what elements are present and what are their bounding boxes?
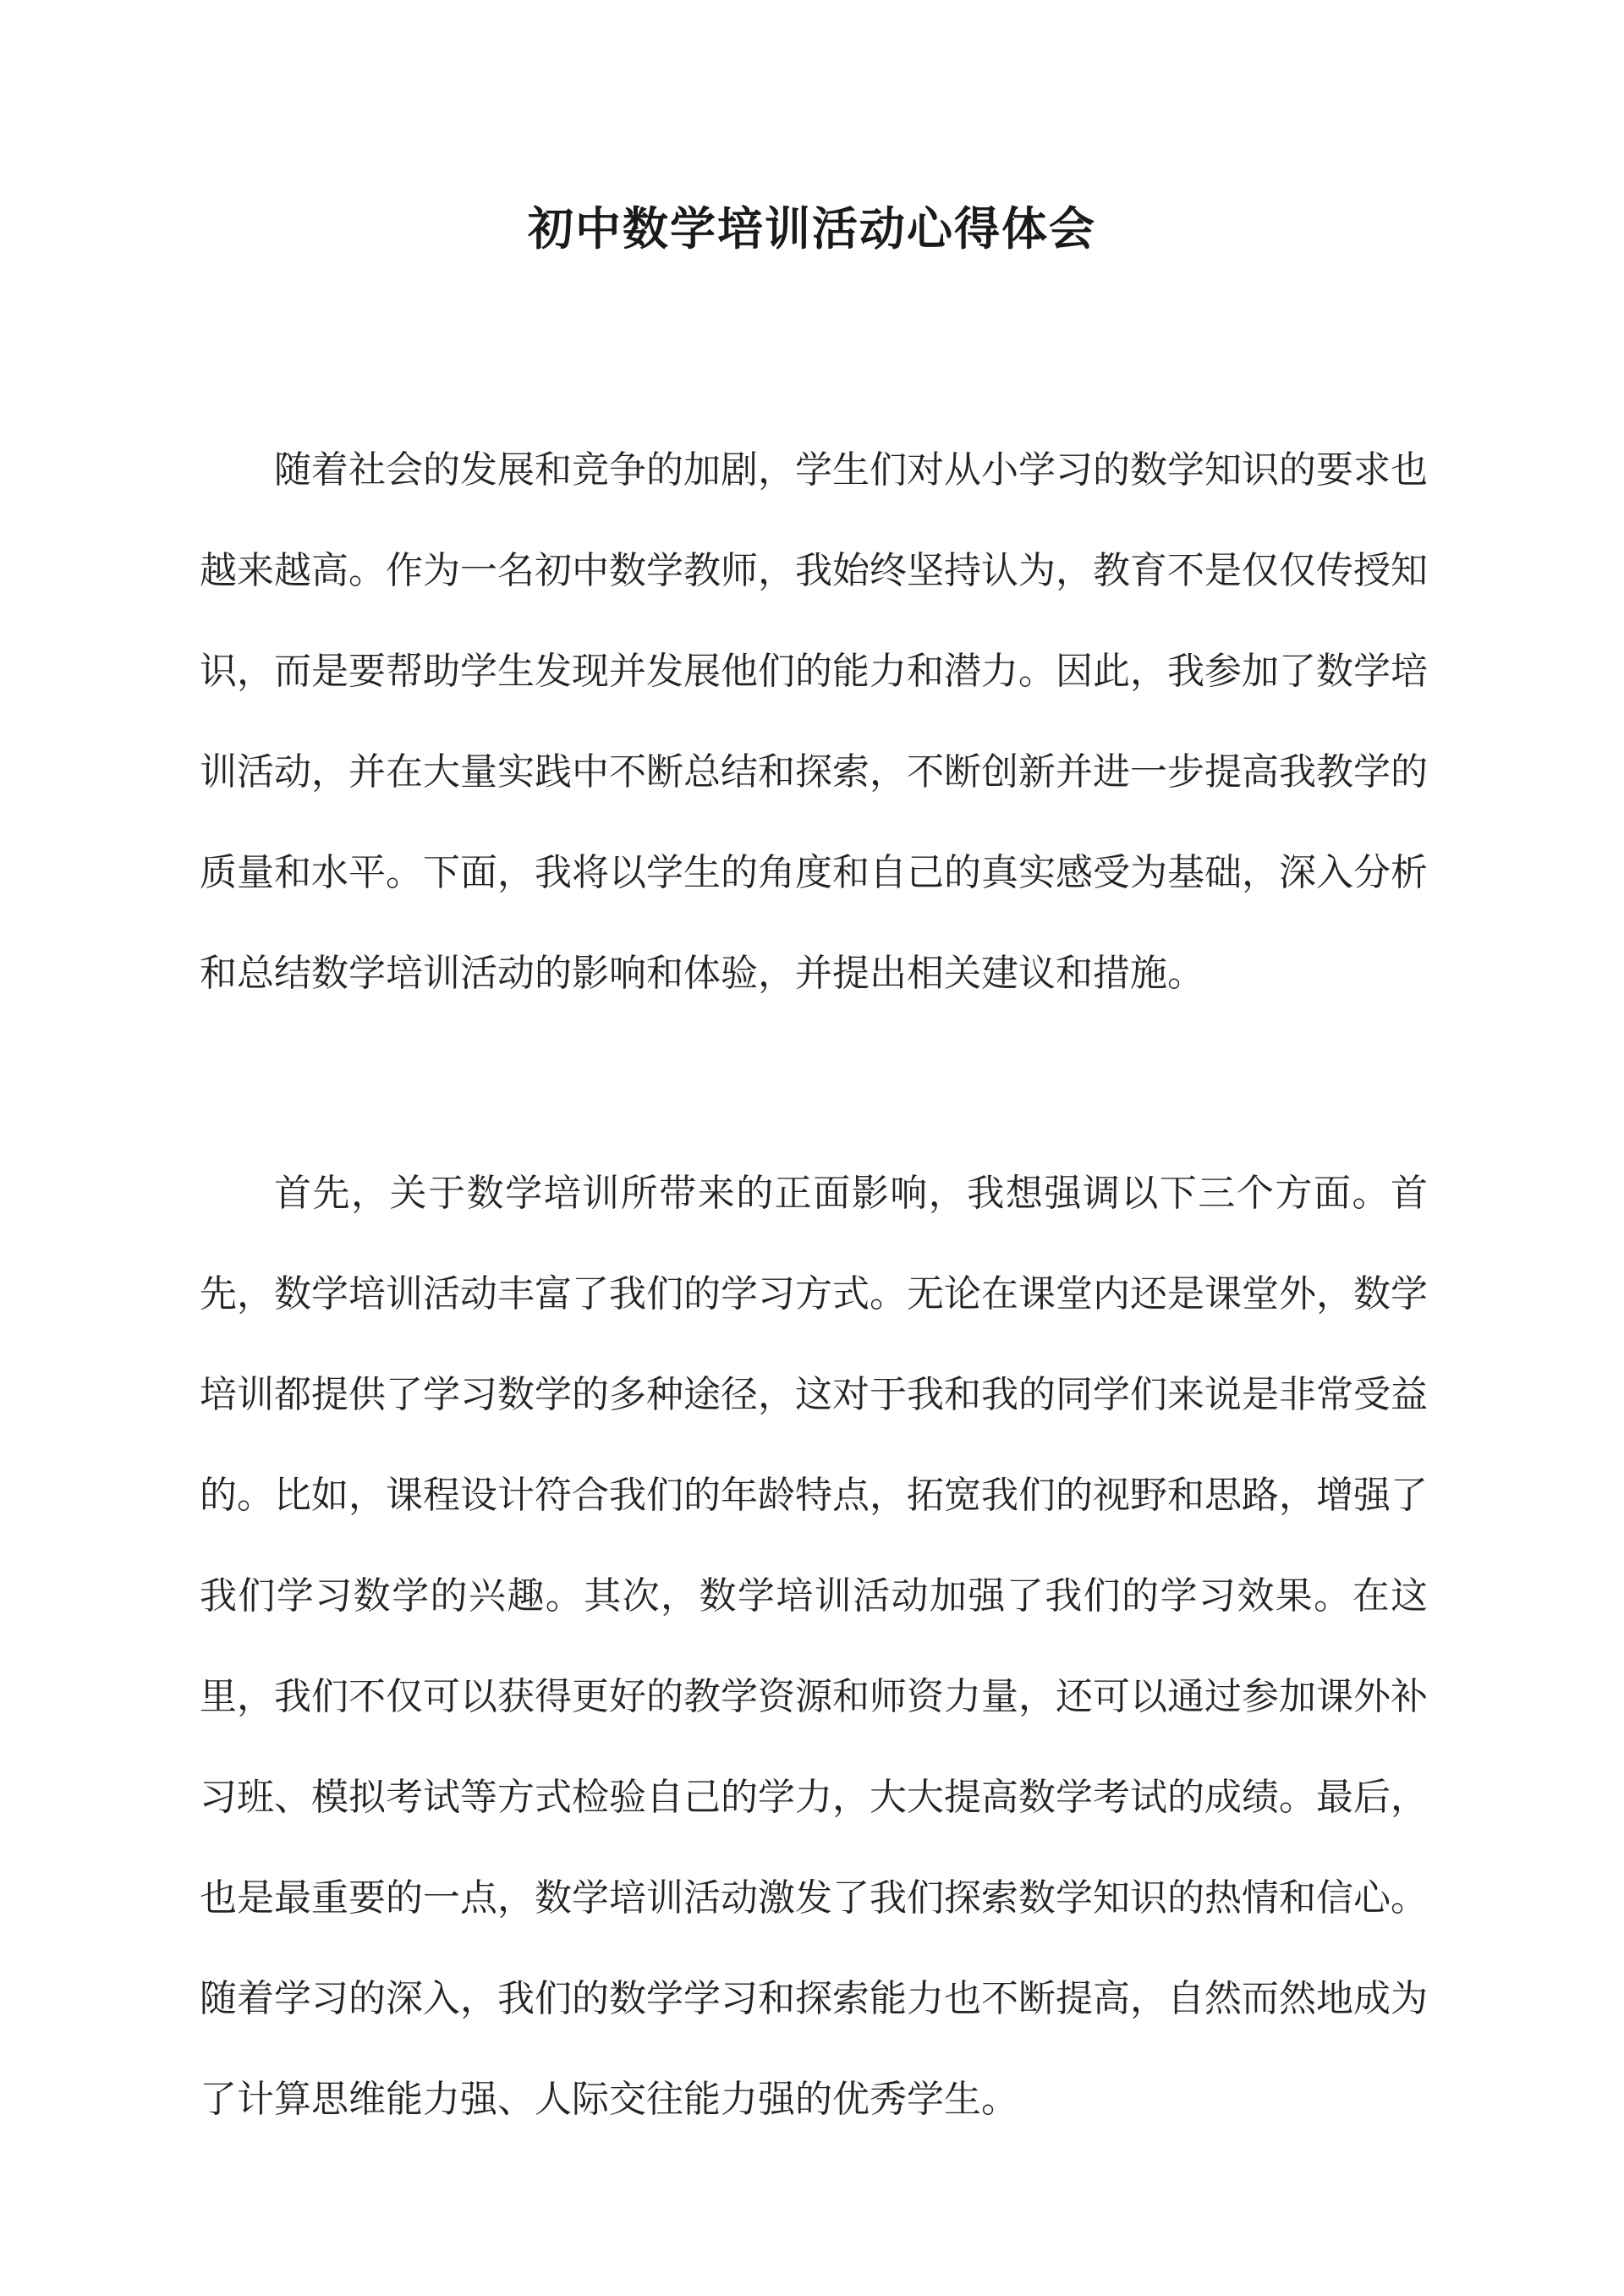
document-title: 初中数学培训活动心得体会	[528, 201, 1096, 255]
paragraph-2: 首先，关于数学培训所带来的正面影响，我想强调以下三个方面。首先，数学培训活动丰富了我们的学习方式。无论在课堂内还是课堂外，数学培训都提供了学习数学的多种途径，这对于我和我的同学们来说是非常受益的。比如，课程设计符合我们的年龄特点，拓宽我们的视野和思路，增强了我们学习数学的兴趣。其次，数学培训活动加强了我们的学习效果。在这里，我们不仅可以获得更好的教学资源和师资力量，还可以通过参加课外补习班、模拟考试等方式检验自己的学力，大大提高数学考试的成绩。最后，也是最重要的一点，数学培训活动激发了我们探索数学知识的热情和信心。随着学习的深入，我们的数学学习和探索能力也不断提高，自然而然地成为了计算思维能力强、人际交往能力强的优秀学生。	[200, 1172, 1428, 2121]
paragraph-1: 随着社会的发展和竞争的加剧，学生们对从小学习的数学知识的要求也越来越高。作为一名初中数学教师，我始终坚持认为，教育不是仅仅传授知识，而是要帮助学生发现并发展他们的能力和潜力。因此，我参加了数学培训活动，并在大量实践中不断总结和探索，不断创新并进一步提高我教学的质量和水平。下面，我将以学生的角度和自己的真实感受为基础，深入分析和总结数学培训活动的影响和体验，并提出相关建议和措施。	[200, 448, 1428, 995]
